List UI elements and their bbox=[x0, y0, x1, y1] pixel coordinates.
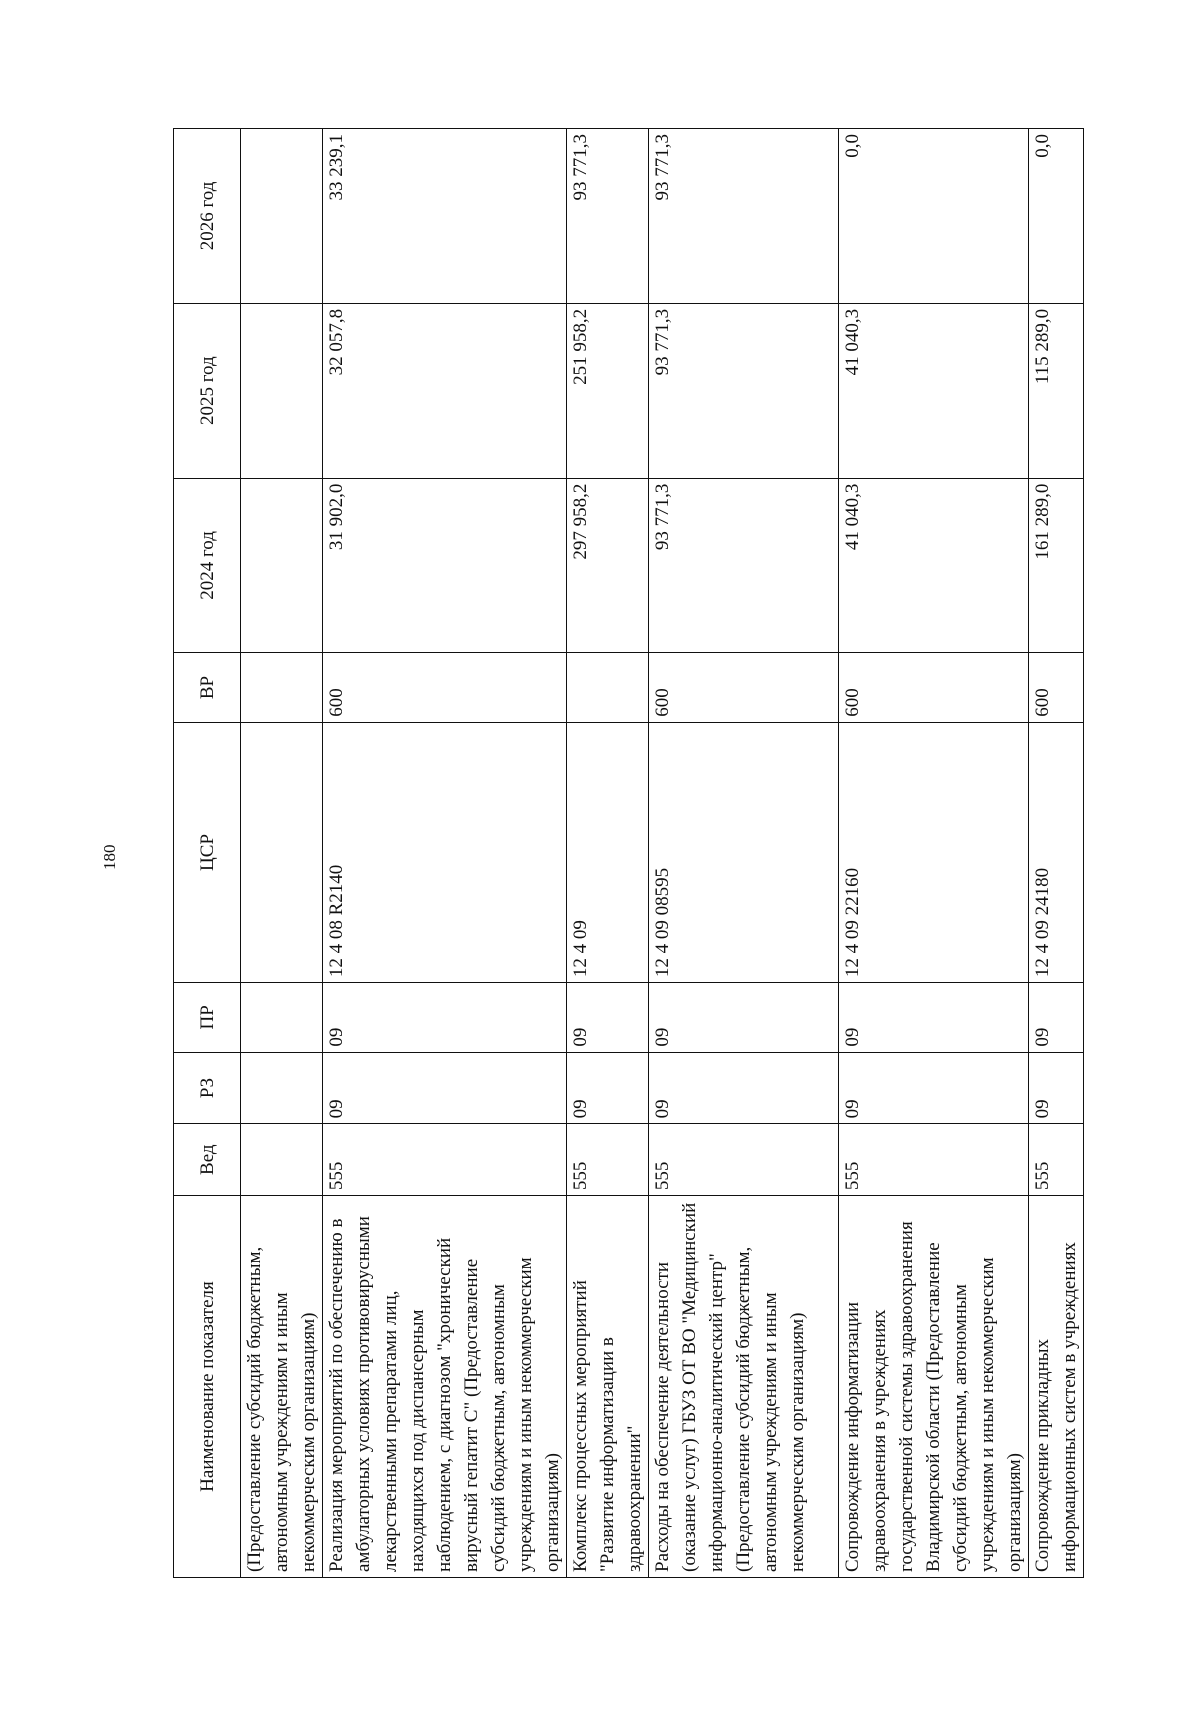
cell-ved: 555 bbox=[1029, 1124, 1084, 1196]
cell-name: Сопровождение прикладных информационных систем в учреждениях bbox=[1029, 1196, 1084, 1578]
header-row bbox=[174, 129, 241, 1578]
cell-pr: 09 bbox=[567, 983, 649, 1052]
header-pr: ПР bbox=[174, 983, 241, 1052]
cell-2025: 251 958,2 bbox=[567, 303, 649, 478]
cell-2025: 115 289,0 bbox=[1029, 303, 1084, 478]
cell-vr bbox=[567, 653, 649, 722]
cell-rz: 09 bbox=[567, 1052, 649, 1124]
cell-rz: 09 bbox=[323, 1052, 567, 1124]
cell-rz: 09 bbox=[1029, 1052, 1084, 1124]
table-row bbox=[649, 129, 839, 1578]
budget-table bbox=[173, 128, 1084, 1578]
cell-2024: 161 289,0 bbox=[1029, 478, 1084, 653]
table-row bbox=[567, 129, 649, 1578]
table-row bbox=[1029, 129, 1084, 1578]
header-vr: ВР bbox=[174, 653, 241, 722]
table-row bbox=[839, 129, 1029, 1578]
cell-csr: 12 4 08 R2140 bbox=[323, 722, 567, 982]
cell-csr bbox=[241, 722, 323, 982]
cell-2025 bbox=[241, 303, 323, 478]
table-row bbox=[241, 129, 323, 1578]
cell-csr: 12 4 09 24180 bbox=[1029, 722, 1084, 982]
cell-2024 bbox=[241, 478, 323, 653]
cell-csr: 12 4 09 22160 bbox=[839, 722, 1029, 982]
header-2026: 2026 год bbox=[174, 129, 241, 304]
cell-ved bbox=[241, 1124, 323, 1196]
rotated-page-content bbox=[173, 128, 1080, 1578]
header-name: Наименование показателя bbox=[174, 1196, 241, 1578]
cell-2025: 41 040,3 bbox=[839, 303, 1029, 478]
cell-2026: 0,0 bbox=[1029, 129, 1084, 304]
cell-2024: 297 958,2 bbox=[567, 478, 649, 653]
header-2024: 2024 год bbox=[174, 478, 241, 653]
cell-name: Расходы на обеспечение деятельности (оказание услуг) ГБУЗ ОТ ВО "Медицинский информационно-аналитический центр" (Предоставление субсидий бюджетным, автономным учреждениям и иным некоммерческим организациям) bbox=[649, 1196, 839, 1578]
cell-2026: 33 239,1 bbox=[323, 129, 567, 304]
cell-2026: 93 771,3 bbox=[649, 129, 839, 304]
page-number: 180 bbox=[100, 844, 119, 870]
header-csr: ЦСР bbox=[174, 722, 241, 982]
cell-rz bbox=[241, 1052, 323, 1124]
cell-2026 bbox=[241, 129, 323, 304]
cell-vr: 600 bbox=[1029, 653, 1084, 722]
cell-2025: 32 057,8 bbox=[323, 303, 567, 478]
cell-pr: 09 bbox=[649, 983, 839, 1052]
cell-pr: 09 bbox=[1029, 983, 1084, 1052]
header-rz: РЗ bbox=[174, 1052, 241, 1124]
cell-name: Сопровождение информатизации здравоохранения в учреждениях государственной системы здравоохранения Владимирской области (Предоставление субсидий бюджетным, автономным учреждениям и иным некоммерческим организациям) bbox=[839, 1196, 1029, 1578]
cell-2025: 93 771,3 bbox=[649, 303, 839, 478]
header-ved: Вед bbox=[174, 1124, 241, 1196]
cell-ved: 555 bbox=[567, 1124, 649, 1196]
cell-vr bbox=[241, 653, 323, 722]
cell-ved: 555 bbox=[839, 1124, 1029, 1196]
cell-vr: 600 bbox=[649, 653, 839, 722]
cell-rz: 09 bbox=[839, 1052, 1029, 1124]
cell-2026: 93 771,3 bbox=[567, 129, 649, 304]
cell-vr: 600 bbox=[839, 653, 1029, 722]
cell-vr: 600 bbox=[323, 653, 567, 722]
cell-name: Реализация мероприятий по обеспечению в амбулаторных условиях противовирусными лекарственными препаратами лиц, находящихся под диспансерным наблюдением, с диагнозом "хронический вирусный гепатит С" (Предоставление субсидий бюджетным, автономным учреждениям и иным некоммерческим организациям) bbox=[323, 1196, 567, 1578]
cell-2024: 31 902,0 bbox=[323, 478, 567, 653]
cell-2024: 93 771,3 bbox=[649, 478, 839, 653]
table-row bbox=[323, 129, 567, 1578]
cell-ved: 555 bbox=[649, 1124, 839, 1196]
cell-csr: 12 4 09 08595 bbox=[649, 722, 839, 982]
cell-2026: 0,0 bbox=[839, 129, 1029, 304]
cell-csr: 12 4 09 bbox=[567, 722, 649, 982]
cell-pr: 09 bbox=[323, 983, 567, 1052]
cell-rz: 09 bbox=[649, 1052, 839, 1124]
cell-name: (Предоставление субсидий бюджетным, автономным учреждениям и иным некоммерческим организациям) bbox=[241, 1196, 323, 1578]
cell-pr bbox=[241, 983, 323, 1052]
cell-pr: 09 bbox=[839, 983, 1029, 1052]
cell-2024: 41 040,3 bbox=[839, 478, 1029, 653]
cell-name: Комплекс процессных мероприятий "Развитие информатизации в здравоохранении" bbox=[567, 1196, 649, 1578]
header-2025: 2025 год bbox=[174, 303, 241, 478]
cell-ved: 555 bbox=[323, 1124, 567, 1196]
